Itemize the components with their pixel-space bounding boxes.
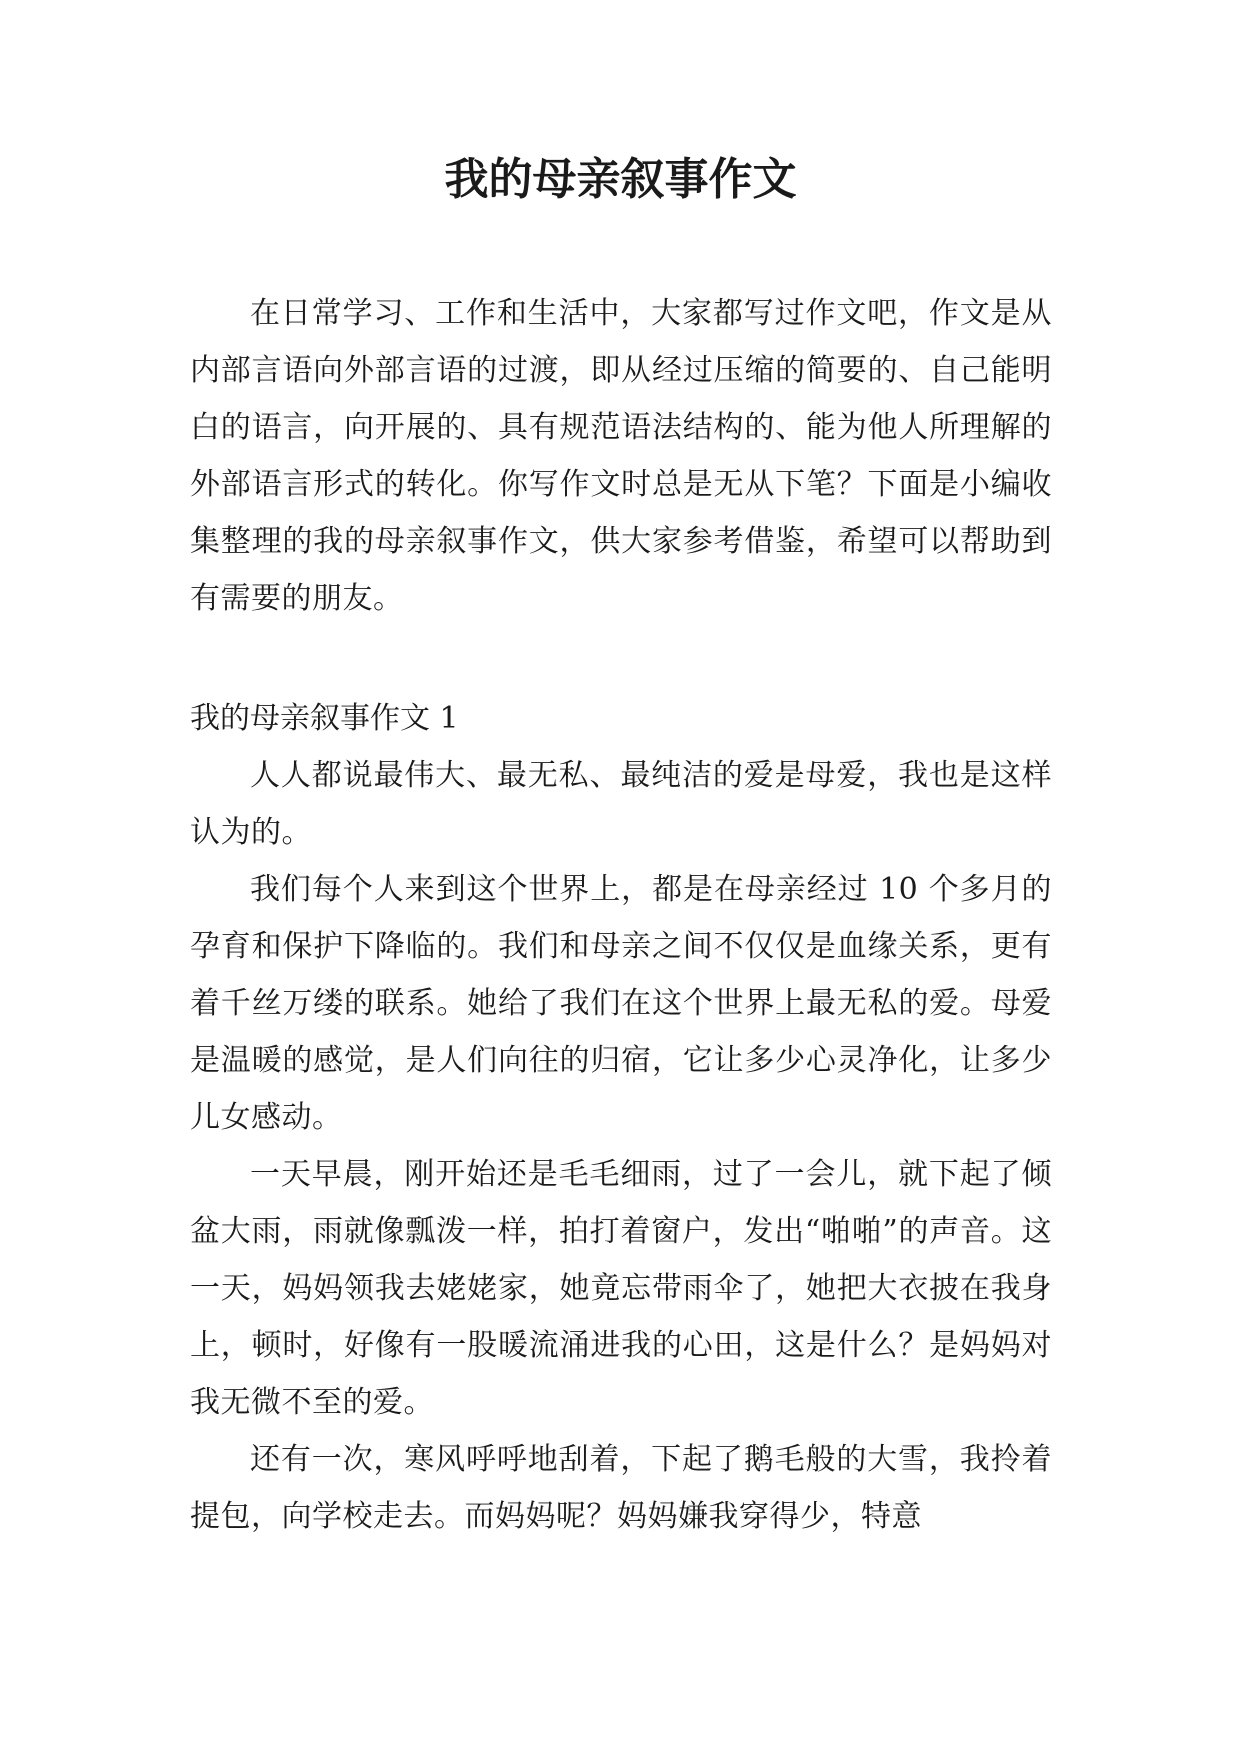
document-title: 我的母亲叙事作文 xyxy=(444,154,797,205)
body-paragraph: 人人都说最伟大、最无私、最纯洁的爱是母爱，我也是这样认为的。 xyxy=(190,758,1052,850)
body-paragraph: 我们每个人来到这个世界上，都是在母亲经过 10 个多月的孕育和保护下降临的。我们和母亲之间不仅仅是血缘关系，更有着千丝万缕的联系。她给了我们在这个世界上最无私的爱。母爱是温暖的感觉，是人们向往的归宿，它让多少心灵净化，让多少儿女感动。 xyxy=(190,872,1052,1135)
document-body xyxy=(190,285,1052,1545)
body-paragraph: 还有一次，寒风呼呼地刮着，下起了鹅毛般的大雪，我拎着提包，向学校走去。而妈妈呢？妈妈嫌我穿得少，特意 xyxy=(190,1442,1052,1534)
section-spacer xyxy=(190,627,1052,690)
section-heading: 我的母亲叙事作文 1 xyxy=(190,701,459,736)
intro-paragraph: 在日常学习、工作和生活中，大家都写过作文吧，作文是从内部言语向外部言语的过渡，即从经过压缩的简要的、自己能明白的语言，向开展的、具有规范语法结构的、能为他人所理解的外部语言形式的转化。你写作文时总是无从下笔？下面是小编收集整理的我的母亲叙事作文，供大家参考借鉴，希望可以帮助到有需要的朋友。 xyxy=(190,296,1052,616)
body-paragraph: 一天早晨，刚开始还是毛毛细雨，过了一会儿，就下起了倾盆大雨，雨就像瓢泼一样，拍打着窗户，发出“啪啪”的声音。这一天，妈妈领我去姥姥家，她竟忘带雨伞了，她把大衣披在我身上，顿时，好像有一股暖流涌进我的心田，这是什么？是妈妈对我无微不至的爱。 xyxy=(190,1157,1052,1420)
